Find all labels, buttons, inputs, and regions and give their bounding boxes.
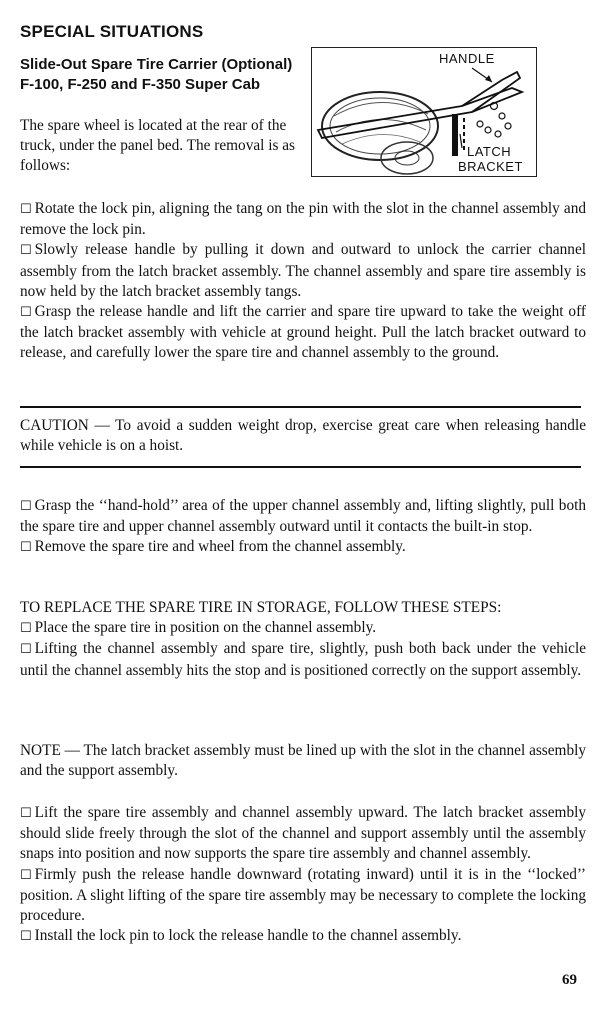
list-item: [20, 618, 586, 639]
list-item: [20, 865, 586, 927]
checkbox-icon: ☐: [20, 202, 32, 217]
caution-text: CAUTION — To avoid a sudden weight drop, exercise great care when releasing handle while vehicle is on a hoist.: [20, 417, 586, 455]
hoist-steps: [20, 496, 586, 559]
step-text: Install the lock pin to lock the release handle to the channel assembly.: [34, 927, 462, 945]
step-text: Firmly push the release handle downward (rotating inward) until it is in the ‘‘locked’’ position. A slight lifting of the spare tire assembly may be necessary to complete the locking procedure.: [20, 865, 586, 925]
checkbox-icon: ☐: [20, 806, 32, 821]
intro-paragraph: The spare wheel is located at the rear of the truck, under the panel bed. The removal is as follows:: [20, 117, 295, 175]
removal-steps: [20, 199, 586, 364]
page-number: 69: [562, 972, 577, 988]
step-text: Rotate the lock pin, aligning the tang on the pin with the slot in the channel assembly and remove the lock pin.: [20, 200, 586, 239]
step-text: Grasp the release handle and lift the carrier and spare tire upward to take the weight off the latch bracket assembly with vehicle at ground height. Pull the latch bracket outward to release, and carefully lower the spare tire and channel assembly to the ground.: [20, 303, 586, 362]
step-text: Slowly release handle by pulling it down and outward to unlock the carrier channel assembly from the latch bracket assembly. The channel assembly and spare tire assembly is now held by the latch bracket assembly tangs.: [20, 241, 586, 300]
list-item: [20, 537, 586, 558]
list-item: [20, 639, 586, 680]
figure-label-bracket: BRACKET: [458, 159, 523, 174]
list-item: [20, 302, 586, 364]
list-item: [20, 240, 586, 302]
note-text: NOTE — The latch bracket assembly must be lined up with the slot in the channel assembly and the support assembly.: [20, 742, 586, 780]
list-item: [20, 199, 586, 240]
checkbox-icon: ☐: [20, 642, 32, 658]
step-text: Remove the spare tire and wheel from the channel assembly.: [34, 538, 406, 556]
checkbox-icon: ☐: [20, 929, 32, 945]
checkbox-icon: ☐: [20, 621, 32, 637]
checkbox-icon: ☐: [20, 867, 32, 883]
checkbox-icon: ☐: [20, 305, 32, 321]
checkbox-icon: ☐: [20, 540, 32, 556]
figure-label-latch: LATCH: [467, 144, 512, 159]
replace-heading: TO REPLACE THE SPARE TIRE IN STORAGE, FOLLOW THESE STEPS:: [20, 599, 502, 616]
step-text: Grasp the ‘‘hand-hold’’ area of the upper channel assembly and, lifting slightly, pull both the spare tire and upper channel assembly outward until it contacts the built-in stop.: [20, 497, 586, 536]
final-steps: [20, 803, 586, 947]
section-title: SPECIAL SITUATIONS: [20, 22, 204, 41]
checkbox-icon: ☐: [20, 499, 32, 514]
step-text: Place the spare tire in position on the channel assembly.: [34, 619, 377, 637]
caution-bottom-rule: [20, 466, 581, 468]
step-text: Lift the spare tire assembly and channel assembly upward. The latch bracket assembly should slide freely through the slot of the channel and support assembly until the assembly snaps into position and now supports the spare tire assembly and channel assembly.: [20, 804, 586, 863]
step-text: Lifting the channel assembly and spare tire, slightly, push both back under the vehicle until the channel assembly hits the stop and is positioned correctly on the support assembly.: [20, 640, 586, 679]
list-item: [20, 926, 586, 947]
subsection-title: Slide-Out Spare Tire Carrier (Optional) F-100, F-250 and F-350 Super Cab: [20, 56, 293, 93]
spare-tire-carrier-figure: [311, 47, 537, 177]
list-item: [20, 496, 586, 537]
figure-label-handle: HANDLE: [439, 51, 495, 66]
checkbox-icon: ☐: [20, 243, 32, 259]
list-item: [20, 803, 586, 865]
replace-section: [20, 598, 586, 681]
caution-top-rule: [20, 406, 581, 408]
